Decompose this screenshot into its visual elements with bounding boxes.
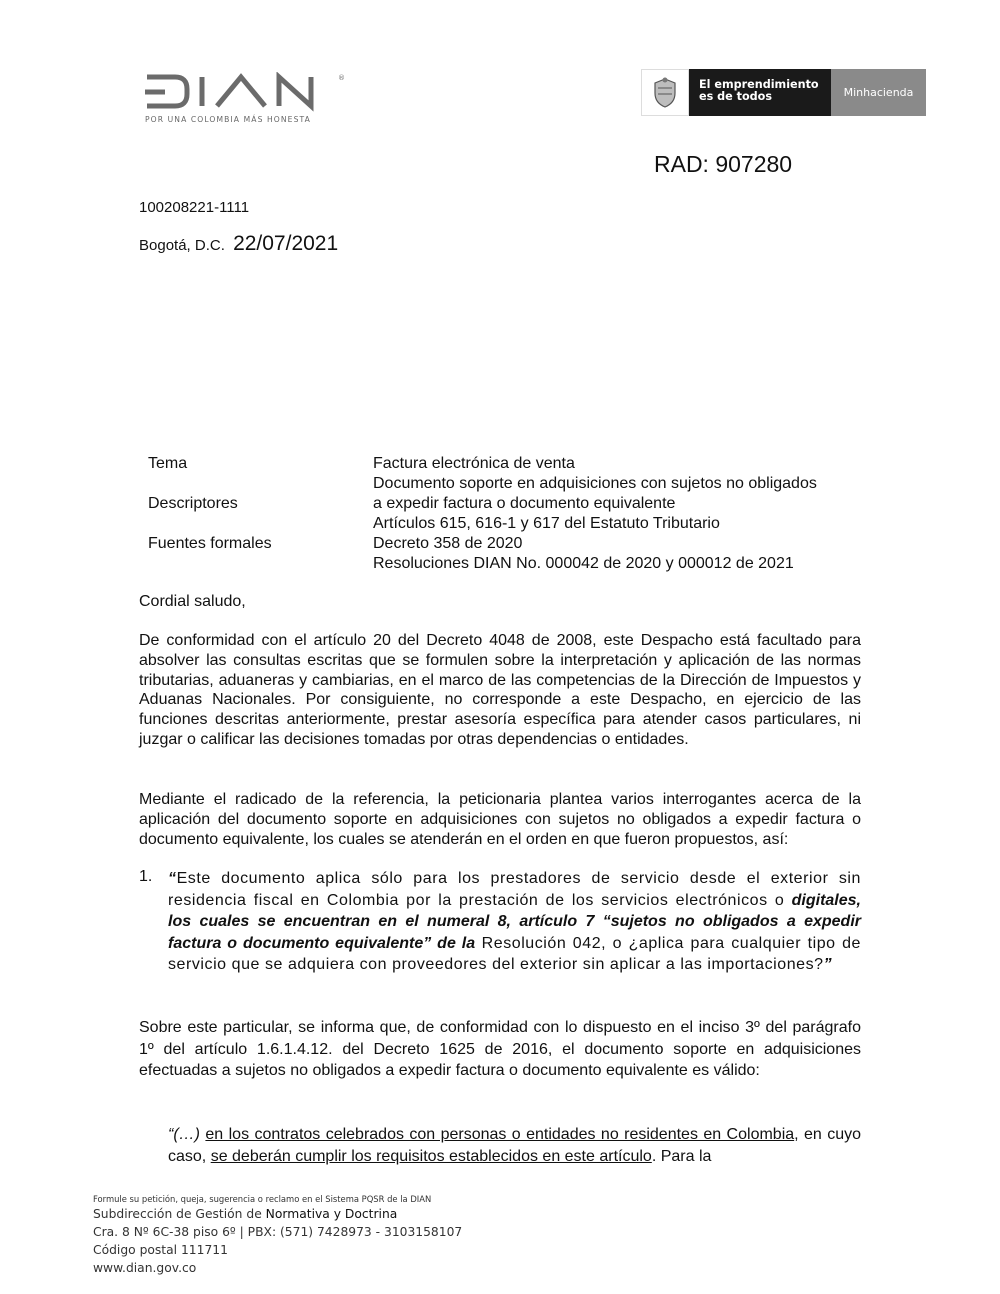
- quote-ellipsis: “(…): [168, 1126, 200, 1143]
- quote-underlined-1: en los contratos celebrados con personas o entidades no residentes en Colombia: [205, 1126, 795, 1143]
- coat-of-arms-icon: [641, 69, 689, 116]
- footer-office: [93, 1205, 462, 1223]
- city: Bogotá, D.C.: [139, 237, 225, 254]
- footer-website-link[interactable]: www.dian.gov.co: [93, 1261, 197, 1275]
- question-close-quote: ”: [823, 956, 833, 973]
- quote-underlined-2: se deberán cumplir los requisitos establecidos en este artículo: [210, 1147, 652, 1165]
- legal-quote: [168, 1124, 861, 1167]
- ministry-label: Minhacienda: [831, 69, 926, 116]
- footer-office-strong: Normativa y Doctrina: [265, 1207, 398, 1221]
- question-number: 1.: [139, 868, 153, 885]
- meta-values: [373, 454, 817, 574]
- meta-value: Resoluciones DIAN No. 000042 de 2020 y 000012 de 2021: [373, 555, 794, 572]
- svg-text:®: ®: [338, 74, 345, 82]
- paragraph-competence: De conformidad con el artículo 20 del Decreto 4048 de 2008, este Despacho está facultado para absolver las consultas escritas que se formulen sobre la interpretación y aplicación de las normas tributarias, aduaneras y cambiarias, en el marco de las competencias de la Dirección de Impuestos y Aduanas Nacionales. Por consiguiente, no corresponde a este Despacho, en ejercicio de las funciones descritas anteriormente, prestar asesoría específica para atender casos particulares, ni juzgar o calificar las decisiones tomadas por otras dependencias o entidades.: [139, 632, 861, 748]
- reference-number: 100208221-1111: [139, 199, 250, 216]
- footer-office-prefix: Subdirección de Gestión de: [93, 1207, 266, 1221]
- footer: [93, 1193, 462, 1277]
- slogan-line-1: El emprendimiento: [699, 78, 819, 91]
- meta-labels: [148, 454, 272, 554]
- meta-value: Artículos 615, 616-1 y 617 del Estatuto Tributario: [373, 515, 720, 532]
- label-fuentes: Fuentes formales: [148, 535, 272, 552]
- slogan-line-2: es de todos: [699, 90, 773, 103]
- question-text: [168, 868, 861, 976]
- document-date: 22/07/2021: [233, 232, 339, 255]
- meta-value: Factura electrónica de venta: [373, 455, 575, 472]
- government-slogan: [689, 69, 831, 116]
- footer-address: Cra. 8 Nº 6C-38 piso 6º | PBX: (571) 7428973 - 3103158107: [93, 1225, 463, 1239]
- meta-value: Documento soporte en adquisiciones con sujetos no obligados: [373, 475, 817, 492]
- label-descriptores: Descriptores: [148, 495, 238, 512]
- footer-postal-code: Código postal 111711: [93, 1243, 228, 1257]
- radicado-number: RAD: 907280: [654, 151, 793, 177]
- footer-pqsr-note: Formule su petición, queja, sugerencia o reclamo en el Sistema PQSR de la DIAN: [93, 1194, 432, 1204]
- paragraph-request: Mediante el radicado de la referencia, la peticionaria plantea varios interrogantes acerca de la aplicación del documento soporte en adquisiciones con sujetos no obligados a expedir factura o documento equivalente, los cuales se atenderán en el orden en que fueron propuestos, así:: [139, 791, 861, 848]
- meta-value: Decreto 358 de 2020: [373, 535, 523, 552]
- quote-plain-2: . Para la: [651, 1147, 712, 1165]
- dian-tagline: POR UNA COLOMBIA MÁS HONESTA: [145, 115, 311, 124]
- question-bold-part: digitales, los cuales se encuentran en el numeral 8, artículo 7 “sujetos no obligados a expedir factura o documento equivalente” de la: [168, 891, 861, 952]
- question-part-1: Este documento aplica sólo para los prestadores de servicio desde el exterior sin residencia fiscal en Colombia por la prestación de los servicios electrónicos o: [168, 870, 861, 909]
- government-banner: [641, 69, 926, 116]
- question-part-2: Resolución 042, o ¿aplica para cualquier tipo de servicio que se adquiera con proveedores del exterior sin aplicar a las importaciones?: [168, 934, 861, 973]
- question-open-quote: “: [168, 870, 177, 887]
- quote-plain-1: , en cuyo caso,: [168, 1126, 862, 1165]
- label-tema: Tema: [148, 455, 188, 472]
- city-date-line: [139, 232, 338, 256]
- dian-logo-wordmark: [145, 72, 350, 112]
- greeting: Cordial saludo,: [139, 593, 246, 610]
- paragraph-answer: Sobre este particular, se informa que, de conformidad con lo dispuesto en el inciso 3º del parágrafo 1º del artículo 1.6.1.4.12. del Decreto 1625 de 2016, el documento soporte en adquisiciones efectuadas a sujetos no obligados a expedir factura o documento equivalente es válido:: [139, 1019, 861, 1079]
- meta-value: a expedir factura o documento equivalente: [373, 495, 676, 512]
